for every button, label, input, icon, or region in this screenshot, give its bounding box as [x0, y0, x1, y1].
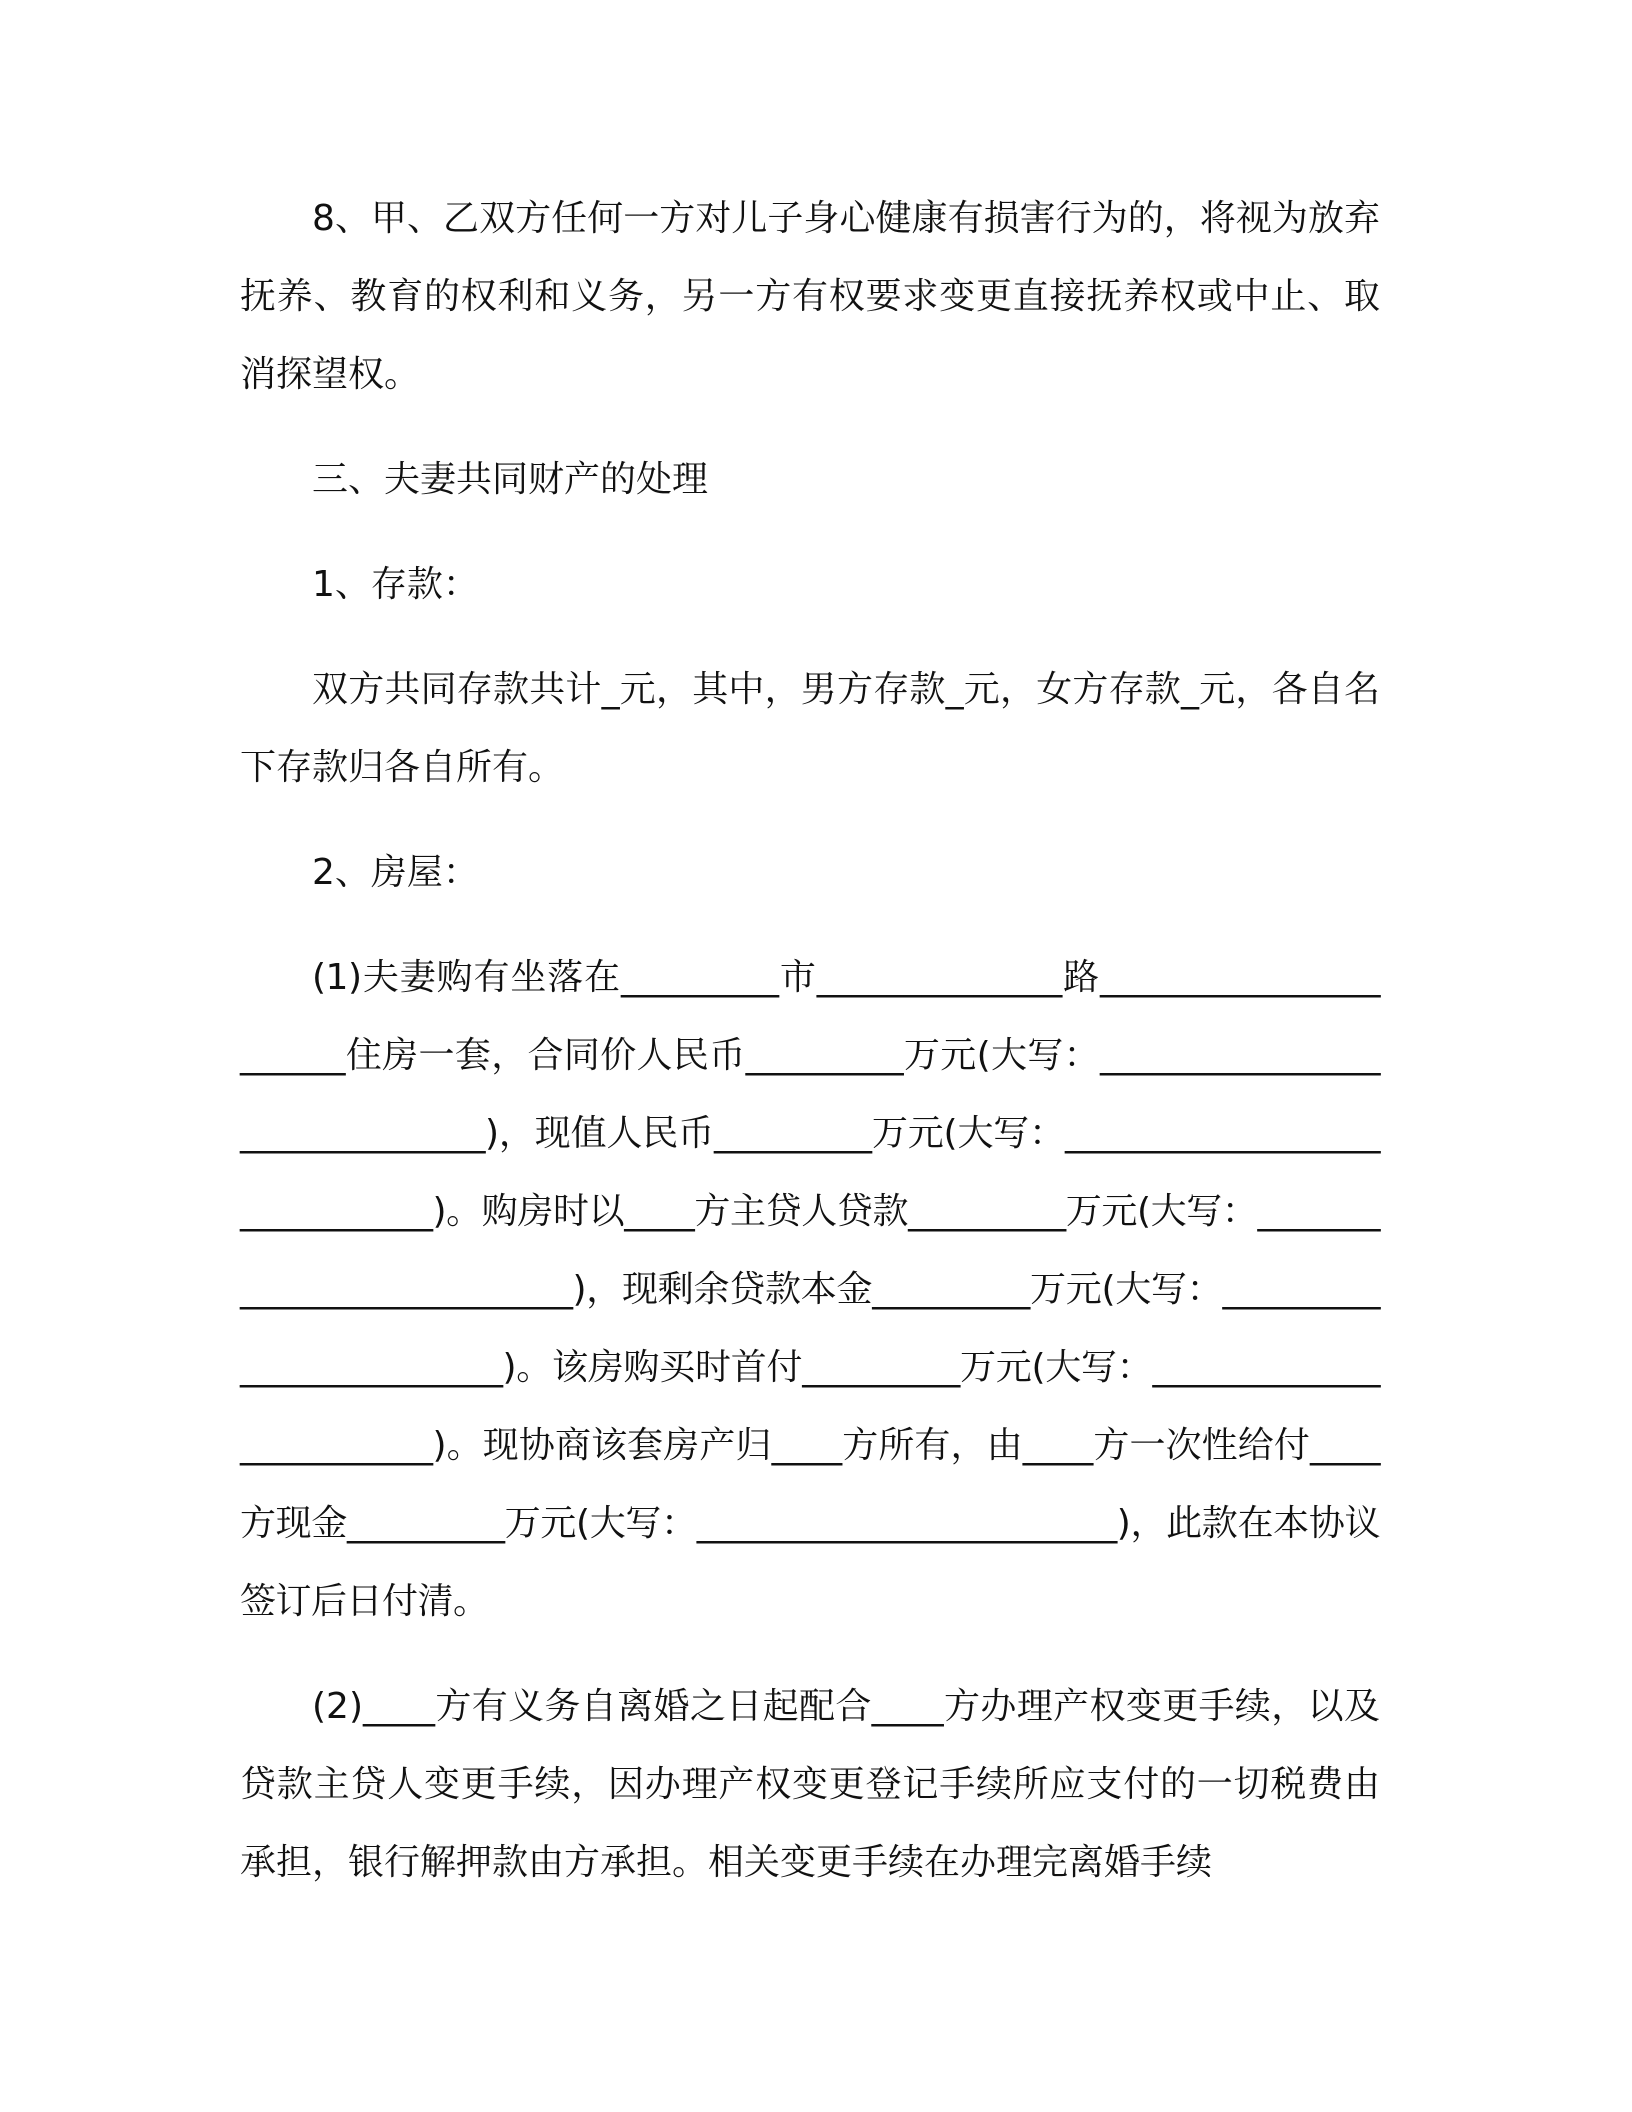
section-3-heading: 三、夫妻共同财产的处理 — [312, 459, 709, 500]
housing-heading: 2、房屋： — [312, 852, 479, 893]
deposit-paragraph: 双方共同存款共计_元，其中，男方存款_元，女方存款_元，各自名下存款归各自所有。 — [240, 669, 1380, 788]
deposit-heading: 1、存款： — [312, 564, 479, 605]
housing-clause-1-paragraph: (1)夫妻购有坐落在_________市______________路______________________住房一套，合同价人民币_________万元(大写：______________________________)，现值人民币_________万元(大写：_____________________________)。购房时以____方主贷人贷款_________万元(大写：__________________________)，现剩余贷款本金_________万元(大写：________________________)。该房购买时首付_________万元(大写：________________________)。现协商该套房产归____方所有，由____方一次性给付____方现金_________万元(大写：________________________)，此款在本协议签订后日付清。 — [240, 957, 1380, 1622]
housing-clause-2-paragraph: (2)____方有义务自离婚之日起配合____方办理产权变更手续，以及贷款主贷人变更手续，因办理产权变更登记手续所应支付的一切税费由承担，银行解押款由方承担。相关变更手续在办理完离婚手续 — [240, 1686, 1380, 1883]
document-body — [240, 180, 1380, 1929]
clause-8-paragraph: 8、甲、乙双方任何一方对儿子身心健康有损害行为的，将视为放弃抚养、教育的权利和义务，另一方有权要求变更直接抚养权或中止、取消探望权。 — [240, 198, 1380, 395]
